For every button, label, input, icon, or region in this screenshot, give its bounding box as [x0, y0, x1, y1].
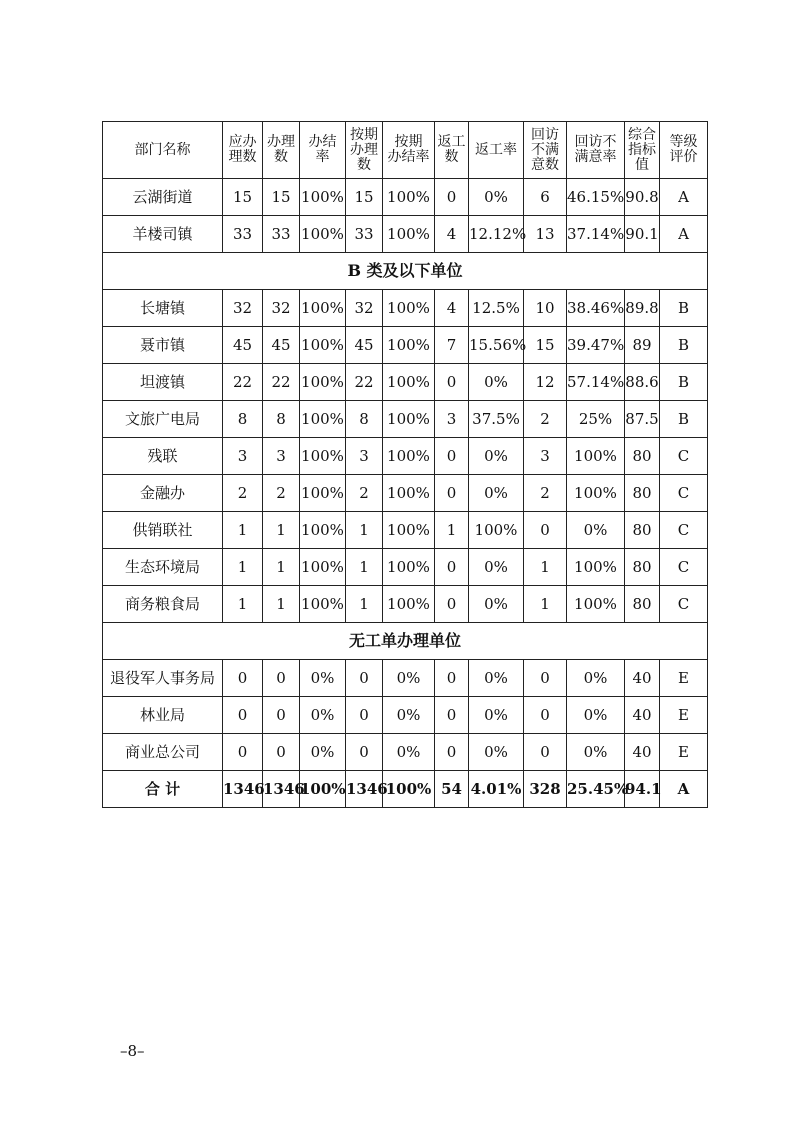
value-cell: B	[660, 364, 708, 401]
table-row	[103, 401, 708, 438]
value-cell: 100%	[383, 401, 435, 438]
value-cell: 100%	[300, 771, 346, 808]
value-cell: 15	[263, 179, 300, 216]
dept-name-cell: 合 计	[103, 771, 223, 808]
column-header	[346, 122, 383, 179]
value-cell: 80	[625, 549, 660, 586]
value-cell: 0	[524, 660, 567, 697]
value-cell: 0%	[567, 697, 625, 734]
table-row	[103, 512, 708, 549]
value-cell: 100%	[567, 438, 625, 475]
value-cell: 0	[435, 697, 469, 734]
value-cell: 7	[435, 327, 469, 364]
value-cell: 87.5	[625, 401, 660, 438]
value-cell: 25%	[567, 401, 625, 438]
value-cell: 45	[263, 327, 300, 364]
value-cell: 0%	[469, 438, 524, 475]
column-header	[469, 122, 524, 179]
value-cell: 0%	[469, 549, 524, 586]
column-header	[625, 122, 660, 179]
value-cell: 100%	[300, 290, 346, 327]
value-cell: 12.12%	[469, 216, 524, 253]
dept-name-cell: 商业总公司	[103, 734, 223, 771]
value-cell: 100%	[567, 475, 625, 512]
value-cell: 45	[346, 327, 383, 364]
column-header-line: 综合	[628, 126, 656, 143]
value-cell: C	[660, 512, 708, 549]
value-cell: 3	[435, 401, 469, 438]
value-cell: 100%	[300, 401, 346, 438]
value-cell: 4	[435, 290, 469, 327]
value-cell: 80	[625, 438, 660, 475]
value-cell: C	[660, 475, 708, 512]
dept-name-cell: 长塘镇	[103, 290, 223, 327]
value-cell: 100%	[383, 549, 435, 586]
value-cell: 100%	[300, 216, 346, 253]
section-title: 无工单办理单位	[103, 623, 708, 660]
value-cell: 3	[263, 438, 300, 475]
column-header-line: 数	[444, 149, 459, 165]
value-cell: 100%	[383, 216, 435, 253]
value-cell: 40	[625, 660, 660, 697]
value-cell: 0	[263, 734, 300, 771]
value-cell: 15.56%	[469, 327, 524, 364]
value-cell: 1	[346, 549, 383, 586]
value-cell: 40	[625, 697, 660, 734]
dept-name-cell: 文旅广电局	[103, 401, 223, 438]
value-cell: 0%	[300, 734, 346, 771]
value-cell: 25.45%	[567, 771, 625, 808]
value-cell: C	[660, 438, 708, 475]
value-cell: 3	[346, 438, 383, 475]
value-cell: 54	[435, 771, 469, 808]
column-header	[300, 122, 346, 179]
value-cell: 12	[524, 364, 567, 401]
value-cell: 0%	[469, 179, 524, 216]
value-cell: 80	[625, 475, 660, 512]
value-cell: 0%	[300, 697, 346, 734]
value-cell: 100%	[383, 475, 435, 512]
value-cell: 2	[346, 475, 383, 512]
value-cell: 100%	[383, 771, 435, 808]
value-cell: 8	[263, 401, 300, 438]
value-cell: 37.14%	[567, 216, 625, 253]
value-cell: 328	[524, 771, 567, 808]
value-cell: 15	[346, 179, 383, 216]
column-header-line: 等级	[669, 134, 698, 150]
value-cell: 13	[524, 216, 567, 253]
column-header-line: 办结	[308, 134, 337, 150]
column-header-line: 办理	[267, 134, 295, 150]
value-cell: B	[660, 327, 708, 364]
column-header-line: 满意率	[574, 149, 617, 165]
value-cell: 0%	[300, 660, 346, 697]
value-cell: 1	[524, 549, 567, 586]
value-cell: 100%	[300, 179, 346, 216]
value-cell: 4.01%	[469, 771, 524, 808]
column-header-line: 回访	[531, 126, 559, 143]
value-cell: 1	[263, 549, 300, 586]
value-cell: 0	[435, 179, 469, 216]
value-cell: 0	[435, 586, 469, 623]
value-cell: 80	[625, 512, 660, 549]
value-cell: 100%	[383, 290, 435, 327]
value-cell: 0	[346, 697, 383, 734]
value-cell: E	[660, 734, 708, 771]
value-cell: 0%	[567, 512, 625, 549]
table-row	[103, 327, 708, 364]
value-cell: 1346	[223, 771, 263, 808]
column-header-line: 按期	[350, 126, 378, 143]
value-cell: 0%	[567, 660, 625, 697]
column-header	[223, 122, 263, 179]
dept-name-cell: 金融办	[103, 475, 223, 512]
column-header-line: 评价	[669, 149, 698, 165]
value-cell: 100%	[383, 179, 435, 216]
section-title: B 类及以下单位	[103, 253, 708, 290]
value-cell: 22	[263, 364, 300, 401]
table-row	[103, 290, 708, 327]
value-cell: 32	[263, 290, 300, 327]
value-cell: 2	[524, 475, 567, 512]
value-cell: 100%	[383, 512, 435, 549]
value-cell: 0%	[567, 734, 625, 771]
column-header-line: 办结率	[387, 149, 430, 165]
value-cell: 0%	[469, 734, 524, 771]
value-cell: 1	[435, 512, 469, 549]
column-header-line: 返工	[437, 134, 466, 150]
value-cell: 0%	[469, 364, 524, 401]
column-header	[103, 122, 223, 179]
value-cell: 100%	[300, 512, 346, 549]
column-header-line: 办理	[350, 141, 378, 158]
table-row	[103, 697, 708, 734]
table-row	[103, 586, 708, 623]
evaluation-table	[102, 121, 708, 808]
dept-name-cell: 生态环境局	[103, 549, 223, 586]
value-cell: 1	[223, 586, 263, 623]
dept-name-cell: 云湖街道	[103, 179, 223, 216]
column-header-line: 指标	[628, 141, 656, 158]
value-cell: 0	[223, 660, 263, 697]
value-cell: 94.1	[625, 771, 660, 808]
section-header-row	[103, 253, 708, 290]
value-cell: 0	[263, 697, 300, 734]
value-cell: C	[660, 586, 708, 623]
value-cell: E	[660, 660, 708, 697]
value-cell: 32	[346, 290, 383, 327]
value-cell: 38.46%	[567, 290, 625, 327]
value-cell: 37.5%	[469, 401, 524, 438]
column-header	[660, 122, 708, 179]
value-cell: 100%	[300, 586, 346, 623]
value-cell: 88.6	[625, 364, 660, 401]
value-cell: 15	[524, 327, 567, 364]
value-cell: C	[660, 549, 708, 586]
table-body	[103, 179, 708, 808]
value-cell: 33	[263, 216, 300, 253]
dept-name-cell: 坦渡镇	[103, 364, 223, 401]
value-cell: 100%	[567, 549, 625, 586]
dept-name-cell: 羊楼司镇	[103, 216, 223, 253]
column-header-line: 理数	[228, 149, 257, 165]
value-cell: 1	[223, 512, 263, 549]
dept-name-cell: 聂市镇	[103, 327, 223, 364]
value-cell: 2	[263, 475, 300, 512]
dept-name-cell: 林业局	[103, 697, 223, 734]
column-header-line: 部门名称	[134, 141, 191, 158]
value-cell: 90.8	[625, 179, 660, 216]
value-cell: 0	[435, 364, 469, 401]
value-cell: 1	[263, 512, 300, 549]
value-cell: 0%	[469, 475, 524, 512]
value-cell: 6	[524, 179, 567, 216]
value-cell: 8	[223, 401, 263, 438]
value-cell: 1	[263, 586, 300, 623]
column-header	[524, 122, 567, 179]
value-cell: 90.1	[625, 216, 660, 253]
value-cell: 1	[346, 512, 383, 549]
value-cell: 10	[524, 290, 567, 327]
value-cell: 0%	[383, 697, 435, 734]
value-cell: 0	[524, 697, 567, 734]
section-header-row	[103, 623, 708, 660]
value-cell: 100%	[300, 438, 346, 475]
value-cell: 3	[223, 438, 263, 475]
column-header-line: 返工率	[475, 141, 517, 158]
value-cell: 33	[346, 216, 383, 253]
value-cell: 45	[223, 327, 263, 364]
value-cell: A	[660, 771, 708, 808]
value-cell: 12.5%	[469, 290, 524, 327]
table-row	[103, 475, 708, 512]
value-cell: 0%	[469, 586, 524, 623]
value-cell: 100%	[383, 438, 435, 475]
value-cell: 0	[435, 549, 469, 586]
value-cell: 0	[435, 660, 469, 697]
value-cell: A	[660, 216, 708, 253]
value-cell: 0	[524, 512, 567, 549]
value-cell: 0	[223, 734, 263, 771]
column-header-line: 不满	[531, 141, 559, 158]
value-cell: 100%	[567, 586, 625, 623]
value-cell: 0%	[383, 734, 435, 771]
value-cell: 100%	[383, 586, 435, 623]
value-cell: B	[660, 290, 708, 327]
value-cell: 1346	[263, 771, 300, 808]
value-cell: 46.15%	[567, 179, 625, 216]
value-cell: 0	[346, 734, 383, 771]
page-number: –8–	[120, 1042, 145, 1060]
value-cell: 1	[524, 586, 567, 623]
column-header	[567, 122, 625, 179]
dept-name-cell: 残联	[103, 438, 223, 475]
value-cell: 0	[223, 697, 263, 734]
column-header	[263, 122, 300, 179]
value-cell: 0	[524, 734, 567, 771]
value-cell: 39.47%	[567, 327, 625, 364]
value-cell: 33	[223, 216, 263, 253]
value-cell: 0	[346, 660, 383, 697]
value-cell: 15	[223, 179, 263, 216]
value-cell: 22	[223, 364, 263, 401]
value-cell: 8	[346, 401, 383, 438]
value-cell: 89.8	[625, 290, 660, 327]
column-header	[383, 122, 435, 179]
value-cell: A	[660, 179, 708, 216]
total-row	[103, 771, 708, 808]
dept-name-cell: 供销联社	[103, 512, 223, 549]
table-row	[103, 179, 708, 216]
value-cell: 22	[346, 364, 383, 401]
value-cell: 1346	[346, 771, 383, 808]
column-header-line: 值	[635, 156, 649, 173]
dept-name-cell: 退役军人事务局	[103, 660, 223, 697]
value-cell: 1	[346, 586, 383, 623]
value-cell: 0%	[469, 697, 524, 734]
value-cell: 100%	[383, 327, 435, 364]
value-cell: 2	[524, 401, 567, 438]
column-header-line: 意数	[531, 156, 559, 173]
value-cell: 57.14%	[567, 364, 625, 401]
value-cell: 100%	[300, 364, 346, 401]
table-row	[103, 734, 708, 771]
value-cell: 0	[435, 475, 469, 512]
column-header-line: 回访不	[574, 134, 617, 150]
value-cell: 0%	[383, 660, 435, 697]
value-cell: 40	[625, 734, 660, 771]
value-cell: 100%	[469, 512, 524, 549]
value-cell: E	[660, 697, 708, 734]
value-cell: 80	[625, 586, 660, 623]
value-cell: 32	[223, 290, 263, 327]
column-header	[435, 122, 469, 179]
column-header-line: 应办	[228, 134, 257, 150]
value-cell: 0	[435, 734, 469, 771]
column-header-line: 率	[315, 149, 330, 165]
table-row	[103, 364, 708, 401]
value-cell: 1	[223, 549, 263, 586]
value-cell: 2	[223, 475, 263, 512]
value-cell: 100%	[383, 364, 435, 401]
value-cell: 4	[435, 216, 469, 253]
dept-name-cell: 商务粮食局	[103, 586, 223, 623]
value-cell: 3	[524, 438, 567, 475]
column-header-line: 数	[357, 156, 371, 173]
value-cell: 100%	[300, 475, 346, 512]
table-row	[103, 660, 708, 697]
value-cell: 0%	[469, 660, 524, 697]
column-header-line: 按期	[394, 134, 423, 150]
value-cell: 0	[435, 438, 469, 475]
table-row	[103, 438, 708, 475]
value-cell: 0	[263, 660, 300, 697]
table-header-row	[103, 122, 708, 179]
value-cell: 100%	[300, 327, 346, 364]
value-cell: B	[660, 401, 708, 438]
table-row	[103, 549, 708, 586]
column-header-line: 数	[274, 149, 288, 165]
table-row	[103, 216, 708, 253]
value-cell: 100%	[300, 549, 346, 586]
value-cell: 89	[625, 327, 660, 364]
